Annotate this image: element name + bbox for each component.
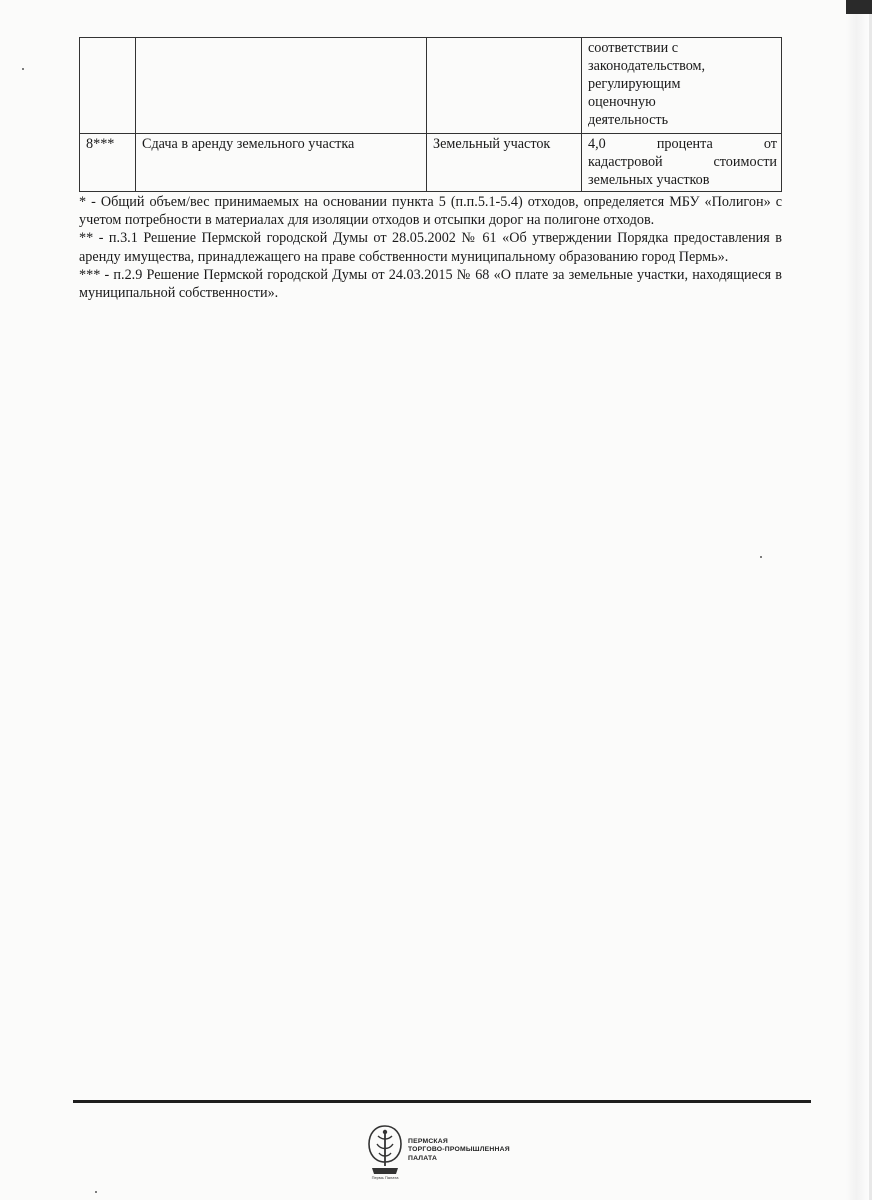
footer-divider	[73, 1100, 811, 1103]
footnotes	[79, 193, 782, 302]
scan-corner-mark	[846, 0, 872, 14]
footnote: *** - п.2.9 Решение Пермской городской Думы от 24.03.2015 № 68 «О плате за земельные участки, находящиеся в муниципальной собственности».	[79, 266, 782, 302]
table-row	[80, 134, 782, 192]
service-name-cell: Сдача в аренду земельного участка	[136, 134, 427, 192]
org-line: ПЕРМСКАЯ	[408, 1138, 448, 1145]
chamber-logo	[366, 1124, 526, 1186]
row-number-cell: 8***	[80, 134, 136, 192]
footnote: ** - п.3.1 Решение Пермской городской Думы от 28.05.2002 № 61 «Об утверждении Порядка предоставления в аренду имущества, принадлежащего на праве собственности муниципальному образованию город Пермь».	[79, 230, 782, 265]
emblem-caption: Пермь Палата	[371, 1175, 399, 1180]
rate-line: соответствии с	[588, 40, 679, 56]
object-cell: Земельный участок	[427, 134, 582, 192]
org-line: ПАЛАТА	[408, 1154, 438, 1162]
rate-line: оценочную	[588, 94, 656, 110]
rate-cell	[582, 38, 782, 134]
footnote: * - Общий объем/вес принимаемых на основании пункта 5 (п.п.5.1-5.4) отходов, определяется МБУ «Полигон» с учетом потребности в материалах для изоляции отходов и отсыпки дорог на полигоне отходов.	[79, 194, 782, 229]
scan-speck	[22, 68, 24, 70]
rate-line: регулирующим	[588, 76, 681, 92]
service-name-cell	[136, 38, 427, 134]
chamber-name	[408, 1138, 510, 1163]
row-number-cell	[80, 38, 136, 134]
scan-speck	[95, 1191, 97, 1193]
rate-line: деятельность	[588, 112, 669, 128]
chamber-emblem-icon	[366, 1124, 404, 1182]
tariff-table	[79, 37, 782, 192]
rate-line: земельных участков	[588, 172, 710, 188]
rate-line: 4,0 процента от	[588, 136, 777, 152]
rate-cell	[582, 134, 782, 192]
table-row	[80, 38, 782, 134]
rate-line: законодательством,	[588, 58, 706, 74]
rate-line: кадастровой стоимости	[588, 154, 777, 170]
org-line: ТОРГОВО-ПРОМЫШЛЕННАЯ	[408, 1146, 510, 1154]
scan-speck	[760, 556, 762, 558]
object-cell	[427, 38, 582, 134]
